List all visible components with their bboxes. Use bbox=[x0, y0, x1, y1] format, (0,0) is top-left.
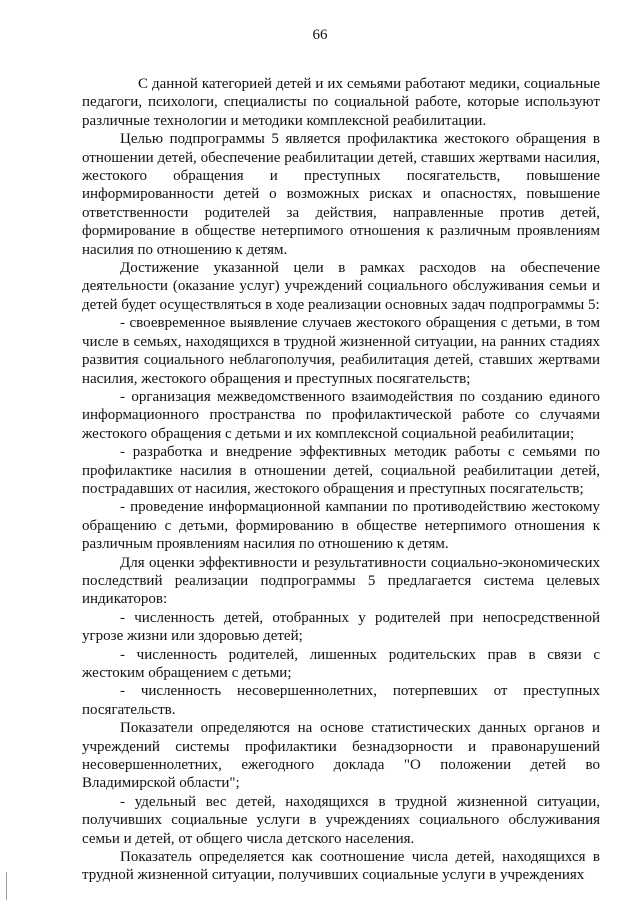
list-item-task-3: - разработка и внедрение эффективных методик работы с семьями по профилактике насилия в отношении детей, социальной реабилитации детей, пострадавших от насилия, жестокого обращения и преступных посягательств; bbox=[82, 444, 600, 497]
body-text bbox=[82, 75, 600, 885]
list-item-indicator-3: - численность несовершеннолетних, потерпевших от преступных посягательств. bbox=[82, 683, 600, 718]
paragraph-indicator-definition: Показатель определяется как соотношение числа детей, находящихся в трудной жизненной ситуации, получивших социальные услуги в учреждениях bbox=[82, 849, 600, 884]
list-item-indicator-1: - численность детей, отобранных у родителей при непосредственной угрозе жизни или здоровью детей; bbox=[82, 609, 600, 645]
list-item-indicator-4: - удельный вес детей, находящихся в трудной жизненной ситуации, получивших социальные услуги в учреждениях социального обслуживания семьи и детей, от общего числа детского населения. bbox=[82, 793, 600, 847]
list-item-indicator-2: - численность родителей, лишенных родительских прав в связи с жестоким обращением с детьми; bbox=[82, 646, 600, 681]
list-item-task-4: - проведение информационной кампании по противодействию жестокому обращению с детьми, формированию в обществе нетерпимого отношения к различным проявлениям насилия по отношению к детям. bbox=[82, 499, 600, 553]
list-item-task-1: - своевременное выявление случаев жестокого обращения с детьми, в том числе в семьях, находящихся в трудной жизненной ситуации, на ранних стадиях развития социального неблагополучия, реабилитация детей, ставших жертвами насилия, жестокого обращения и преступных посягательств; bbox=[82, 315, 600, 387]
list-item-task-2: - организация межведомственного взаимодействия по созданию единого информационного пространства по профилактической работе со случаями жестокого обращения с детьми и их комплексной социальной реабилитации; bbox=[82, 388, 600, 442]
paragraph-intro: С данной категорией детей и их семьями работают медики, социальные педагоги, психологи, специалисты по социальной работе, которые используют различные технологии и методики комплексной реабилитации. bbox=[82, 76, 600, 129]
paragraph-tasks-intro: Достижение указанной цели в рамках расходов на обеспечение деятельности (оказание услуг) учреждений социального обслуживания семьи и детей будет осуществляться в ходе реализации основных задач подпрограммы 5: bbox=[82, 260, 600, 313]
paragraph-goal: Целью подпрограммы 5 является профилактика жестокого обращения в отношении детей, обеспечение реабилитации детей, ставших жертвами насилия, жестокого обращения и преступных посягательств, повышение информированности детей о возможных рисках и опасностях, повышение ответственности родителей за действия, направленные против детей, формирование в обществе нетерпимого отношения к различным проявлениям насилия по отношению к детям. bbox=[82, 131, 600, 258]
scan-margin-mark bbox=[6, 872, 7, 900]
paragraph-indicators-intro: Для оценки эффективности и результативности социально-экономических последствий реализации подпрограммы 5 предлагается система целевых индикаторов: bbox=[82, 554, 600, 608]
page-number: 66 bbox=[312, 27, 328, 43]
paragraph-indicators-source: Показатели определяются на основе статистических данных органов и учреждений системы профилактики безнадзорности и правонарушений несовершеннолетних, ежегодного доклада "О положении детей во Владимирской области"; bbox=[82, 720, 600, 792]
